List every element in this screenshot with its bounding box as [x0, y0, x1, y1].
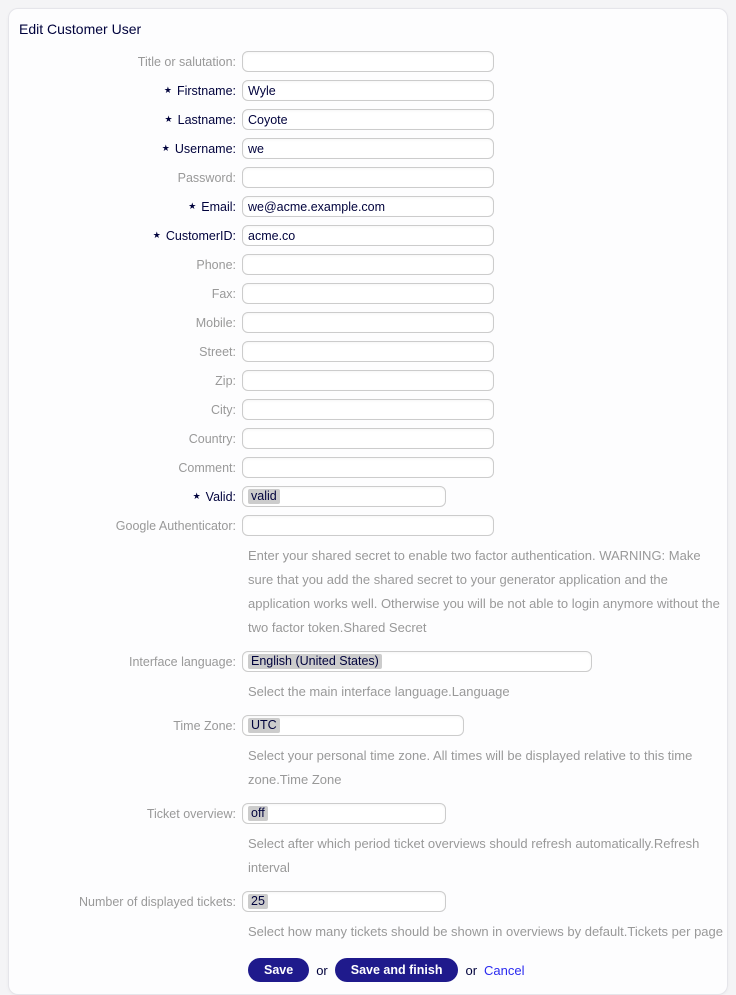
field-label-text: Firstname:	[176, 84, 236, 98]
selected-value: English (United States)	[248, 654, 382, 669]
field-description-number-of-displayed-tickets: Select how many tickets should be shown in overviews by default.Tickets per page	[248, 924, 723, 939]
form-row-firstname	[17, 80, 719, 101]
selected-value: UTC	[248, 718, 280, 733]
form-row-mobile	[17, 312, 719, 333]
form-row-password	[17, 167, 719, 188]
field-label-zip	[17, 370, 242, 388]
password-input[interactable]	[242, 167, 494, 188]
valid-select[interactable]	[242, 486, 446, 507]
field-label-valid	[17, 486, 242, 504]
form-row-time-zone	[17, 715, 719, 736]
city-input[interactable]	[242, 399, 494, 420]
field-label-email	[17, 196, 242, 214]
form-row-lastname	[17, 109, 719, 130]
field-label-username	[17, 138, 242, 156]
interface-language-select[interactable]	[242, 651, 592, 672]
field-label-text: Phone:	[196, 258, 236, 272]
form-row-customerid	[17, 225, 719, 246]
form-row-street	[17, 341, 719, 362]
field-label-fax	[17, 283, 242, 301]
fax-input[interactable]	[242, 283, 494, 304]
field-label-text: Time Zone:	[173, 719, 236, 733]
field-label-text: City:	[211, 403, 236, 417]
field-label-mobile	[17, 312, 242, 330]
cancel-link[interactable]: Cancel	[484, 962, 525, 978]
selected-value: 25	[248, 894, 268, 909]
form-row-fax	[17, 283, 719, 304]
field-label-text: Mobile:	[195, 316, 236, 330]
country-input[interactable]	[242, 428, 494, 449]
form-row-valid	[17, 486, 719, 507]
field-label-text: Title or salutation:	[137, 55, 236, 69]
ticket-overview-select[interactable]	[242, 803, 446, 824]
field-label-google-authenticator	[17, 515, 242, 533]
google-authenticator-input[interactable]	[242, 515, 494, 536]
required-star-icon: ★	[161, 143, 170, 153]
field-label-ticket-overview	[17, 803, 242, 821]
customerid-input[interactable]	[242, 225, 494, 246]
field-label-city	[17, 399, 242, 417]
or-separator: or	[465, 962, 478, 978]
form-actions	[248, 958, 719, 982]
field-label-text: Number of displayed tickets:	[78, 895, 236, 909]
required-star-icon: ★	[163, 85, 172, 95]
number-of-displayed-tickets-select[interactable]	[242, 891, 446, 912]
firstname-input[interactable]	[242, 80, 494, 101]
required-star-icon: ★	[192, 491, 201, 501]
field-description-google-authenticator: Enter your shared secret to enable two factor authentication. WARNING: Make sure that you add the shared secret to your generator application and the application works well. Otherwise you will be not able to login anymore without the two factor token.Shared Secret	[248, 548, 720, 635]
field-label-text: Fax:	[211, 287, 236, 301]
email-input[interactable]	[242, 196, 494, 217]
form-row-zip	[17, 370, 719, 391]
field-description-ticket-overview: Select after which period ticket overviews should refresh automatically.Refresh interval	[248, 836, 700, 875]
mobile-input[interactable]	[242, 312, 494, 333]
field-label-comment	[17, 457, 242, 475]
form-row-number-of-displayed-tickets	[17, 891, 719, 912]
field-label-text: Lastname:	[177, 113, 236, 127]
form-row-username	[17, 138, 719, 159]
field-description-time-zone: Select your personal time zone. All times will be displayed relative to this time zone.Time Zone	[248, 748, 693, 787]
title-or-salutation-input[interactable]	[242, 51, 494, 72]
field-label-text: Google Authenticator:	[115, 519, 236, 533]
customer-user-form	[9, 49, 727, 994]
street-input[interactable]	[242, 341, 494, 362]
form-row-country	[17, 428, 719, 449]
required-star-icon: ★	[164, 114, 173, 124]
field-label-text: Zip:	[215, 374, 236, 388]
zip-input[interactable]	[242, 370, 494, 391]
or-separator: or	[316, 962, 328, 978]
form-row-email	[17, 196, 719, 217]
form-row-city	[17, 399, 719, 420]
edit-customer-user-widget	[8, 8, 728, 995]
field-label-interface-language	[17, 651, 242, 669]
save-button[interactable]: Save	[248, 958, 309, 982]
selected-value: off	[248, 806, 268, 821]
field-label-time-zone	[17, 715, 242, 733]
field-label-text: Ticket overview:	[146, 807, 236, 821]
field-label-text: Valid:	[205, 490, 236, 504]
field-label-text: Comment:	[178, 461, 236, 475]
form-row-interface-language	[17, 651, 719, 672]
field-label-number-of-displayed-tickets	[17, 891, 242, 909]
field-label-text: Email:	[201, 200, 236, 214]
lastname-input[interactable]	[242, 109, 494, 130]
save-and-finish-button[interactable]: Save and finish	[335, 958, 459, 982]
field-label-text: Password:	[177, 171, 236, 185]
phone-input[interactable]	[242, 254, 494, 275]
page-title: Edit Customer User	[19, 21, 142, 37]
form-row-comment	[17, 457, 719, 478]
field-label-text: CustomerID:	[165, 229, 236, 243]
form-row-phone	[17, 254, 719, 275]
field-label-country	[17, 428, 242, 446]
field-label-customerid	[17, 225, 242, 243]
time-zone-select[interactable]	[242, 715, 464, 736]
comment-input[interactable]	[242, 457, 494, 478]
field-label-title-or-salutation	[17, 51, 242, 69]
form-fields	[17, 51, 723, 944]
field-label-text: Country:	[188, 432, 236, 446]
field-label-phone	[17, 254, 242, 272]
field-label-firstname	[17, 80, 242, 98]
required-star-icon: ★	[152, 230, 161, 240]
selected-value: valid	[248, 489, 280, 504]
field-description-interface-language: Select the main interface language.Language	[248, 684, 510, 699]
form-row-ticket-overview	[17, 803, 719, 824]
username-input[interactable]	[242, 138, 494, 159]
required-star-icon: ★	[188, 201, 197, 211]
form-row-google-authenticator	[17, 515, 719, 536]
field-label-text: Street:	[199, 345, 236, 359]
field-label-password	[17, 167, 242, 185]
field-label-text: Username:	[174, 142, 236, 156]
field-label-lastname	[17, 109, 242, 127]
form-row-title-or-salutation	[17, 51, 719, 72]
field-label-street	[17, 341, 242, 359]
field-label-text: Interface language:	[128, 655, 236, 669]
